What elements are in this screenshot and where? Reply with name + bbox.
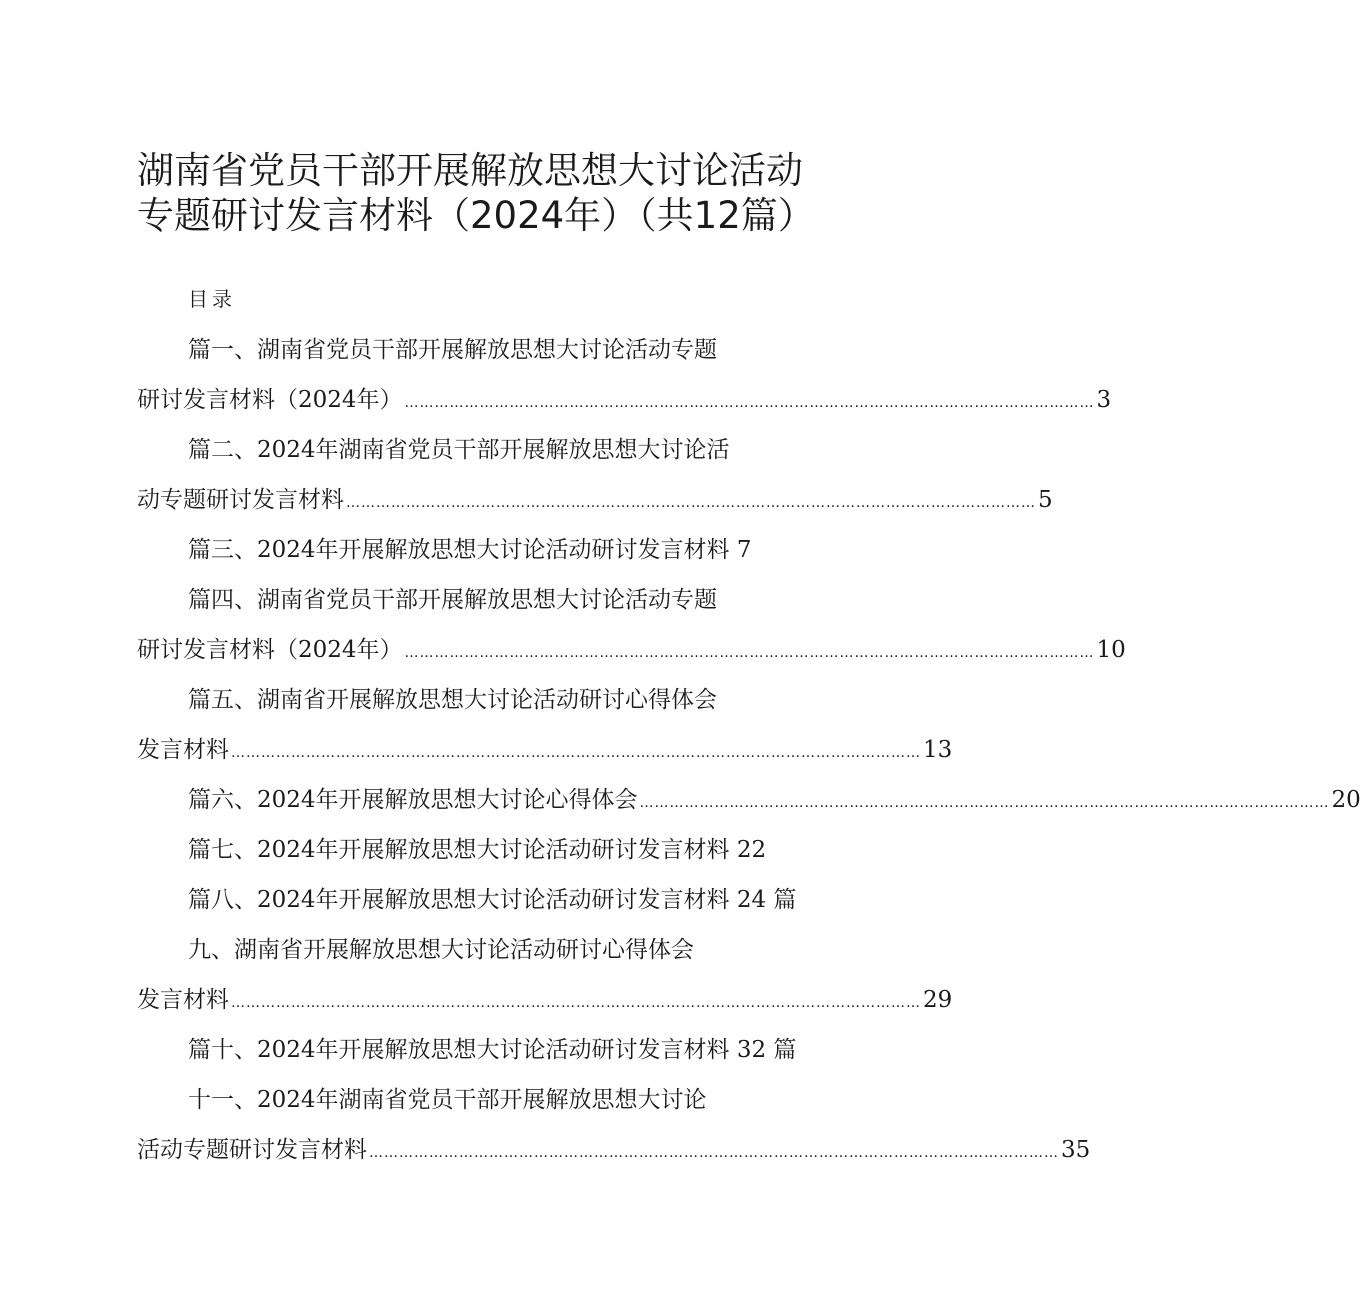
leader-dots: ………………………………………………………………………………………………………………………… (231, 745, 921, 761)
toc-entry-6[interactable] (188, 784, 1361, 819)
toc-entry-2-line-1[interactable]: 篇二、2024年湖南省党员干部开展解放思想大讨论活 (188, 437, 730, 463)
toc-page-number: 20 (1331, 787, 1361, 813)
toc-page-number: 10 (1096, 637, 1126, 663)
toc-page-number: 5 (1038, 487, 1053, 513)
toc-entry-3[interactable]: 篇三、2024年开展解放思想大讨论活动研讨发言材料 7 (188, 537, 752, 563)
leader-dots: ………………………………………………………………………………………………………………………… (231, 995, 921, 1011)
toc-entry-text: 发言材料 (137, 987, 229, 1013)
toc-entry-4-line-1[interactable]: 篇四、湖南省党员干部开展解放思想大讨论活动专题 (188, 587, 717, 613)
toc-entry-8[interactable]: 篇八、2024年开展解放思想大讨论活动研讨发言材料 24 篇 (188, 887, 797, 913)
leader-dots: ………………………………………………………………………………………………………………………… (369, 1145, 1059, 1161)
toc-entry-text: 动专题研讨发言材料 (137, 487, 344, 513)
leader-dots: ………………………………………………………………………………………………………………………… (639, 795, 1330, 811)
toc-entry-text: 活动专题研讨发言材料 (137, 1137, 367, 1163)
toc-entry-1-line-2[interactable] (137, 384, 1112, 419)
toc-entry-10[interactable]: 篇十、2024年开展解放思想大讨论活动研讨发言材料 32 篇 (188, 1037, 797, 1063)
toc-entry-4-line-2[interactable] (137, 634, 1126, 669)
toc-page-number: 29 (923, 987, 953, 1013)
title-line-1: 湖南省党员干部开展解放思想大讨论活动 (137, 149, 803, 192)
toc-entry-5-line-2[interactable] (137, 734, 953, 769)
toc-entry-text: 发言材料 (137, 737, 229, 763)
toc-page-number: 35 (1061, 1137, 1091, 1163)
toc-heading: 目录 (188, 287, 236, 311)
toc-entry-5-line-1[interactable]: 篇五、湖南省开展解放思想大讨论活动研讨心得体会 (188, 687, 717, 713)
leader-dots: ………………………………………………………………………………………………………………………… (346, 495, 1036, 511)
toc-entry-1-line-1[interactable]: 篇一、湖南省党员干部开展解放思想大讨论活动专题 (188, 337, 717, 363)
leader-dots: ………………………………………………………………………………………………………………………… (404, 395, 1095, 411)
toc-entry-text: 研讨发言材料（2024年） (137, 637, 403, 663)
toc-entry-2-line-2[interactable] (137, 484, 1053, 519)
toc-page-number: 3 (1096, 387, 1112, 413)
toc-entry-text: 研讨发言材料（2024年） (137, 387, 403, 413)
toc-entry-9-line-1[interactable]: 九、湖南省开展解放思想大讨论活动研讨心得体会 (188, 937, 694, 963)
toc-entry-11-line-1[interactable]: 十一、2024年湖南省党员干部开展解放思想大讨论 (188, 1087, 707, 1113)
toc-entry-text: 篇六、2024年开展解放思想大讨论心得体会 (188, 787, 638, 813)
leader-dots: ………………………………………………………………………………………………………………………… (404, 645, 1095, 661)
toc-entry-7[interactable]: 篇七、2024年开展解放思想大讨论活动研讨发言材料 22 (188, 837, 767, 863)
toc-page-number: 13 (923, 737, 953, 763)
toc-entry-11-line-2[interactable] (137, 1134, 1091, 1169)
toc-entry-9-line-2[interactable] (137, 984, 953, 1019)
title-line-2: 专题研讨发言材料（2024年）（共12篇） (137, 194, 815, 237)
